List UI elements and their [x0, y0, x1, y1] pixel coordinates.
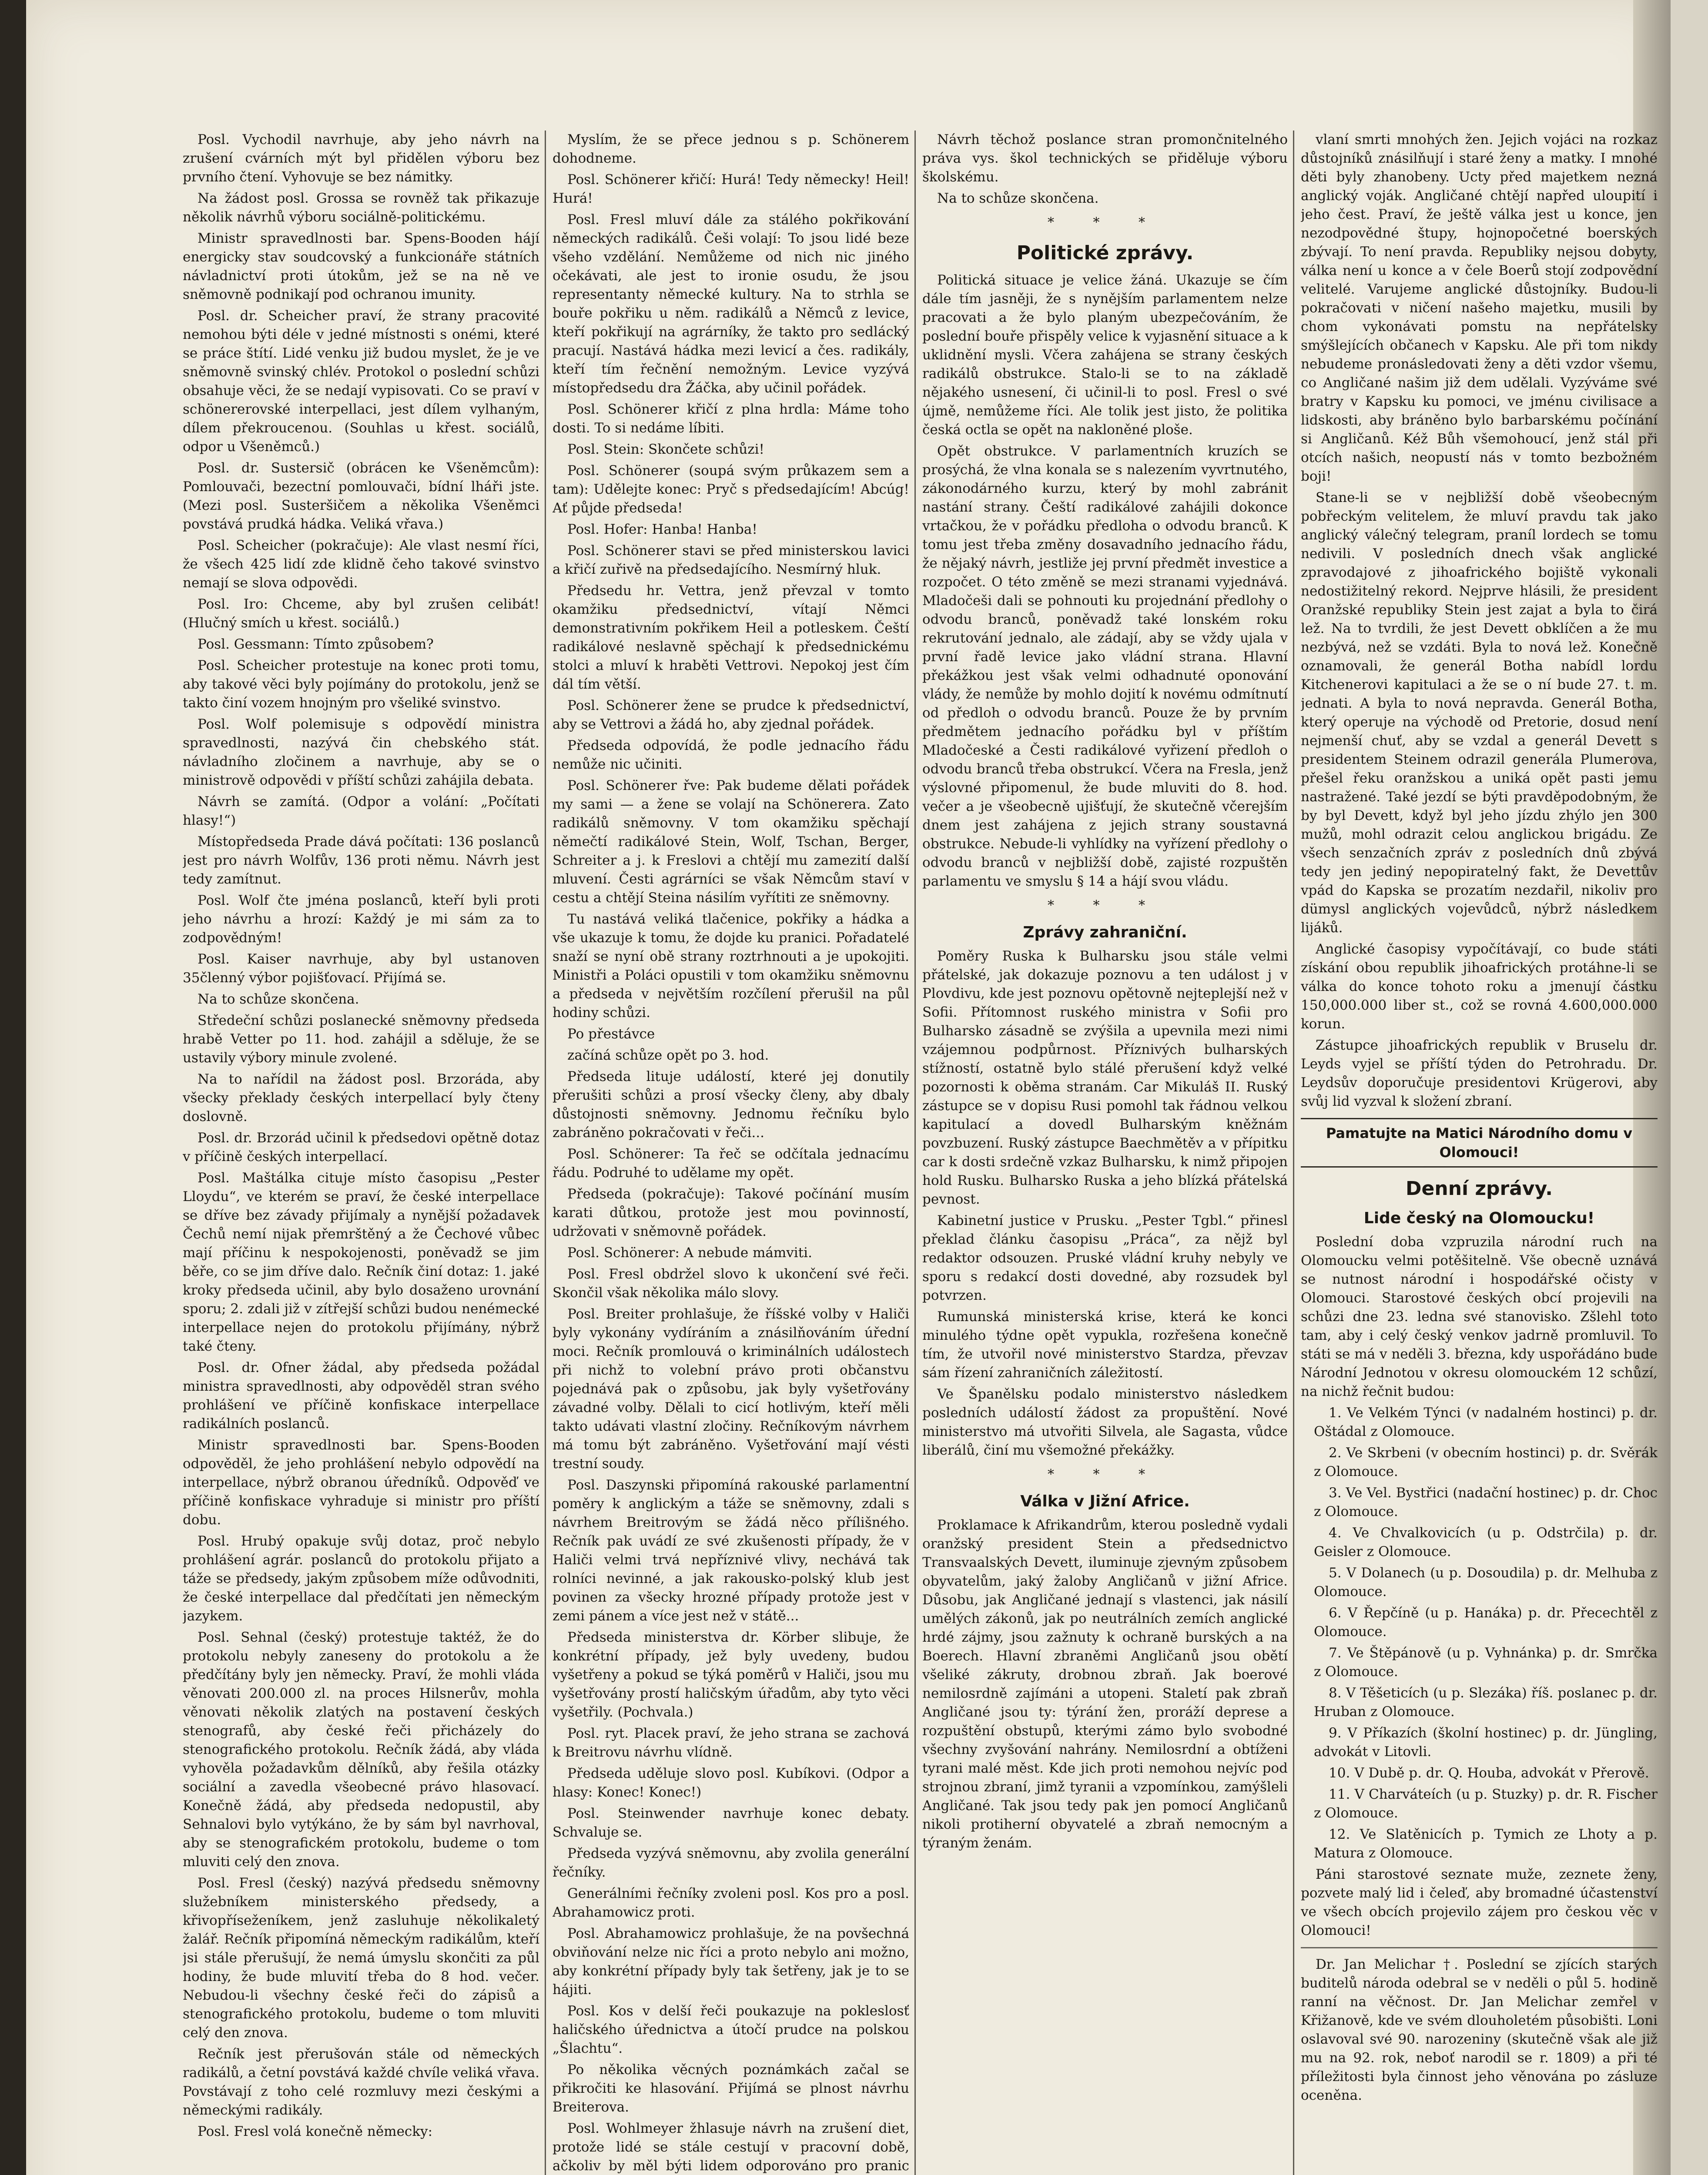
- article-paragraph: Předseda (pokračuje): Takové počínání musím karati důtkou, protože jest mou povinností, udržovati v sněmovně pořádek.: [553, 1186, 909, 1239]
- article-paragraph: Proklamace k Afrikandrům, kterou posledně vydali oranžský president Stein a předsednictvo Transvaalských Devett, iluminuje zjevným způsobem obyvatelům, jaký žaloby Angličanů v jižní Africe. Důsobu, jak Angličané jednají s vlastenci, jak násilí umělých zákonů, jak po neutrálních zemích anglické hrdé zájmy, jsou zažnuty k ochraně burských a na Boerech. Hlavní zbraněmi Angličanů jsou obětí všeliké zákruty, drobnou zbraň. Jak boerové nemilosrdně zajímáni a utopeni. Staletí pak zbraň Angličané jsou ty: týrání žen, proráží deprese a rozpuštění obstupů, kterými zámo bylo svobodné všechny zvyšování nahrány. Nemilosrdní a obtíženi tyrani malé měst. Kde jich proti nemohou nejvíc pod strojnou zbraní, jimž tyranii a vzpomínkou, zamýšleli Angličané. Tak jsou tedy pak jen pomocí Angličanů nikoli protiherní obyvatelé a zbraň nemocným a týraným ženám.: [922, 1517, 1288, 1851]
- meeting-item: 9. V Příkazích (školní hostinec) p. dr. Jüngling, advokát v Litovli.: [1314, 1725, 1658, 1760]
- article-paragraph: Posl. Wolf čte jména poslanců, kteří byli proti jeho návrhu a hrozí: Každý je mi sám za to zodpovědným!: [183, 893, 539, 946]
- article-paragraph: Stane-li se v nejbližší době všeobecným pobřeckým velitelem, že mluví pravdu tak jako anglický válečný telegram, praníl lordech se tomu nedivili. V posledních dnech však anglické zpravodajové z jihoafrického bojiště vykonali nedostižitelný rekord. Nejprve hlásili, že president Oranžské republiky Stein jest zajat a byla to čirá lež. Na to tvrdili, že jest Devett obklíčen a že mu nezbývá, než se vzdáti. Byla to nová lež. Konečně oznamovali, že generál Botha nabídl lordu Kitchenerovi kapitulaci a že se o ní bude 27. t. m. jednati. A byla to nová nepravda. Generál Botha, který operuje na východě od Pretorie, dosud není nejmenší chuť, aby se vzdal a generál Devett s presidentem Steinem odrazil generála Plumerova, přešel řeku oranžskou a uniká opět pasti jemu nastražené. Také jezdí se býti pravděpodobným, že by byl Devett, když byl jeho jízdu zhýlo jen 300 mužů, mohl odrazit celou anglickou brigádu. Ze všech senzačních zpráv z posledních dnů zbývá tedy jen jediný nepopiratelný fakt, že Devettův vpád do Kapska se prozatím nezdařil, nikoliv pro dümysl anglických vojevůdců, nýbrž následkem lijáků.: [1301, 490, 1658, 936]
- article-paragraph: Posl. Schönerer: Ta řeč se odčítala jednacímu řádu. Podruhé to udělame my opět.: [553, 1146, 909, 1181]
- article-paragraph: Posl. dr. Scheicher praví, že strany pracovité nemohou býti déle v jedné místnosti s onémi, které se práce štítí. Lidé venku již budou myslet, že je ve sněmovně svinský chlév. Protokol o poslední schůzi obsahuje věci, že se nedají vypisovati. Co se praví v schönererovské interpellaci, jest dílem vylhaným, dílem překroucenou. (Souhlas u křest. sociálů, odpor u Všeněmců.): [183, 308, 539, 455]
- article-paragraph: Předseda odpovídá, že podle jednacího řádu nemůže nic učiniti.: [553, 738, 909, 772]
- article-paragraph: Po přestávce: [567, 1026, 655, 1042]
- article-paragraph: Posl. Schönerer křičí: Hurá! Tedy německy! Heil! Hurá!: [553, 172, 909, 206]
- article-paragraph: Ve Španělsku podalo ministerstvo následkem posledních událostí žádost za propuštění. Nové ministerstvo má utvořiti Silvela, ale Sagasta, vůdce liberálů, činí mu všemožné překážky.: [922, 1386, 1288, 1458]
- meeting-item: 2. Ve Skrbeni (v obecním hostinci) p. dr. Svěrák z Olomouce.: [1314, 1445, 1658, 1479]
- column-rule: [1293, 130, 1294, 2175]
- article-paragraph: Posl. dr. Brzorád učinil k předsedovi opětně dotaz v příčině českých interpellací.: [183, 1130, 539, 1164]
- article-paragraph: Předseda uděluje slovo posl. Kubíkovi. (Odpor a hlasy: Konec! Konec!): [553, 1766, 909, 1800]
- article-paragraph: Předsedu hr. Vettra, jenž převzal v tomto okamžiku předsednictví, vítají Němci demonstrativním pokřikem Heil a potleskem. Čeští radikálové neslavně spěchají k předsednickému stolci a mluví k hraběti Vettrovi. Nepokoj jest čím dál tím větší.: [553, 583, 909, 692]
- article-paragraph: Posl. Wolf polemisuje s odpovědí ministra spravedlnosti, nazývá čin chebského stát. návladního zločinem a navrhuje, aby se o ministrově odpovědi v příští schůzi zahájila debata.: [183, 716, 539, 788]
- column-rule: [914, 130, 916, 2175]
- article-paragraph: Posl. Wohlmeyer žhlasuje návrh na zrušení diet, protože lidé se stále cestují v pracovní době, ačkoliv by měl býti lidem odporováno pro pranic: [553, 2121, 909, 2174]
- article-paragraph: Posl. Stein: Skončete schůzi!: [567, 442, 764, 457]
- article-paragraph: Ministr spravedlnosti bar. Spens-Booden hájí energicky stav soudcovský a funkcionáře státních návladnictví proti útokům, jež se na ně ve sněmovně podnikají pod ochranou imunity.: [183, 231, 539, 302]
- section-heading-politicke: Politické zprávy.: [1016, 242, 1194, 264]
- closing-paragraph: Páni starostové seznate muže, zeznete ženy, pozvete malý lid i čeleď, aby bromadné účastenství ve všech obcích projevilo zájem pro českou věc v Olomouci!: [1301, 1867, 1658, 1938]
- separator-stars: * * *: [1047, 215, 1163, 230]
- article-paragraph: Posl. Schönerer řve: Pak budeme dělati pořádek my sami — a žene se volají na Schönerera. Zato radikálů sněmovny. V tom okamžiku spěchají němečtí radikálové Stein, Wolf, Tschan, Berger, Schreiter a j. k Freslovi a chtějí mu zamezití další mluvení. Česti agrárníci se však Němcům staví v cestu a chtějí Steina násilím vyřítiti ze sněmovny.: [553, 778, 909, 906]
- article-paragraph: Politická situace je velice žáná. Ukazuje se čím dále tím jasněji, že s nynějším parlamentem nelze pracovati a že bylo planým ubezpečováním, že poslední bouře přispěly velice k vyjasnění situace a k uklidnění mysli. Včera zahájena se strany českých radikálů obstrukce. Stalo-li se to na základě nějakého usnesení, či učinil-li to posl. Fresl o své újmě, nemůžeme říci. Ale tolik jest jisto, že politika česká octla se opět na nakloněné ploše.: [922, 272, 1288, 438]
- article-paragraph: Rečník jest přerušován stále od německých radikálů, a četní povstává každé chvíle veliká vřava. Povstávají z toho celé rozmluvy mezi českými a německými radikály.: [183, 2046, 539, 2118]
- article-paragraph: Posl. Fresl (český) nazývá předsedu sněmovny služebníkem ministerského předsedy, a křivopříseženíkem, jenž zasluhuje několikaletý žalář. Rečník připomíná německým radikálům, kteří jsi stále přerušují, že nemá úmyslu skončiti za půl hodiny, že bude mluvití třeba do 8 hod. večer. Nebudou-li všechny české řeči do zápisů a stenografického protokolu, budeme o tom mluviti celý den znova.: [183, 1875, 539, 2041]
- article-paragraph: Na žádost posl. Grossa se rovněž tak přikazuje několik návrhů výboru sociálně-politickému.: [183, 191, 539, 225]
- article-paragraph: začíná schůze opět po 3. hod.: [567, 1047, 769, 1063]
- scan-edge-left: [0, 0, 26, 2175]
- separator-stars: * * *: [1047, 898, 1163, 913]
- article-paragraph: Myslím, že se přece jednou s p. Schönerem dohodneme.: [553, 132, 909, 166]
- article-paragraph: Posl. Scheicher (pokračuje): Ale vlast nesmí říci, že všech 425 lidí zde klidně čeho takové svinstvo nemají se slova odpovědi.: [183, 538, 539, 591]
- section-heading-denni: Denní zprávy.: [1406, 1178, 1553, 1200]
- appeal-heading: Lide český na Olomoucku!: [1363, 1209, 1595, 1227]
- meeting-item: 7. Ve Štěpánově (u p. Vyhnánka) p. dr. Smrčka z Olomouce.: [1314, 1645, 1658, 1680]
- column-rule: [545, 130, 546, 2175]
- intro-end: Na to schůze skončena.: [937, 191, 1099, 206]
- article-paragraph: Posl. Iro: Chceme, aby byl zrušen celibát! (Hlučný smích u křest. sociálů.): [183, 596, 539, 631]
- article-paragraph: Po několika věcných poznámkách začal se přikročiti ke hlasování. Přijímá se plnost návrhu Breiterova.: [553, 2062, 909, 2115]
- separator-stars: * * *: [1047, 1467, 1163, 1482]
- article-paragraph: Posl. Daszynski připomíná rakouské parlamentní poměry k anglickým a táže se sněmovny, zdali s návrhem Breitrovým se žádá něco přílišného. Rečník pak uvádí ze své zkušenosti případy, že v Haliči velmi trvá nepříznivé vlivy, nechává tak rolníci nevinné, a jak rakousko-polský klub jest povinen za všecky hrozné případy protože jest v zemi pánem a více jest než v státě...: [553, 1477, 909, 1624]
- article-paragraph: Posl. Breiter prohlašuje, že říšské volby v Haliči byly vykonány vydíráním a znásilňováním úřední moci. Rečník promlouvá o kriminálních událostech při nichž to volební právo proti občanstvu pojednává pak o způsobu, jak byly vyšetřovány závadné volby. Dělali to cicí hotlivým, kteří měli takto udávati vlastní zločiny. Rečníkovým návrhem má tomu být zabráněno. Vyšetřování mají vésti trestní soudy.: [553, 1306, 909, 1472]
- article-paragraph: Posl. Hrubý opakuje svůj dotaz, proč nebylo prohlášení agrár. poslanců do protokolu přijato a táže se předsedy, jakým způsobem míže odůvodniti, že české interpellace dal předčítati jen německým jazykem.: [183, 1533, 539, 1624]
- meeting-item: 12. Ve Slatěnicích p. Tymich ze Lhoty a p. Matura z Olomouce.: [1314, 1827, 1658, 1861]
- divider: [1301, 1947, 1658, 1948]
- article-paragraph: Generálními řečníky zvoleni posl. Kos pro a posl. Abrahamowicz proti.: [553, 1886, 909, 1920]
- article-paragraph: Předseda vyzývá sněmovnu, aby zvolila generální řečníky.: [553, 1846, 909, 1880]
- article-paragraph: Předseda ministerstva dr. Körber slibuje, že konkrétní případy, jež byly uvedeny, budou vyšetřeny a pokud se týká poměrů v Haliči, jsou mu vyšetřovány prostí haličským úřadům, aby tyto věci vyšetřily. (Pochvala.): [553, 1630, 909, 1720]
- article-paragraph: Posl. Abrahamowicz prohlašuje, že na povšechná obviňování nelze nic říci a proto nebylo ani možno, aby konkrétní případy byly tak šetřeny, jak je to se hájiti.: [553, 1926, 909, 1998]
- article-paragraph: Posl. Scheicher protestuje na konec proti tomu, aby takové věci byly pojímány do protokolu, jenž se takto činí vozem hnojným pro všeliké svinstvo.: [183, 658, 539, 711]
- article-paragraph: Středeční schůzi poslanecké sněmovny předseda hrabě Vetter po 11. hod. zahájil a sděluje, že se ustavily výbory minule zvolené.: [183, 1013, 539, 1066]
- appeal-paragraph: Poslední doba vzpruzila národní ruch na Olomoucku velmi potěšitelně. Vše obecně uznává se nutnost národní i hospodářské očisty v Olomouci. Starostové českých obcí projevili na schůzi dne 23. ledna své stanovisko. Zšlehl toto tam, aby i celý český venkov jadrně promluvil. To státi se má v neděli 3. března, kdy uspořádáno bude Národní Jednotou v okresu olomouckém 12 schůzí, na nichž řečnit budou:: [1301, 1234, 1658, 1399]
- meeting-item: 4. Ve Chvalkovicích (u p. Odstrčila) p. dr. Geisler z Olomouce.: [1314, 1525, 1658, 1559]
- meetings-list: [1301, 1404, 1658, 1863]
- article-paragraph: Tu nastává veliká tlačenice, pokřiky a hádka a vše ukazuje k tomu, že dojde ku pranici. Pořadatelé snaží se nyní obě strany roztrhnouti a je upokojiti. Ministři a Poláci opustili v tom okamžiku sněmovnu a předseda v největším rozčílení přerušil na půl hodiny schůzi.: [553, 911, 909, 1021]
- column-1: [183, 130, 539, 2175]
- article-paragraph: Na to schůze skončena.: [198, 991, 359, 1007]
- obituary-paragraph: Dr. Jan Melichar †. Poslední se zjících starých buditelů národa odebral se v neděli o půl 5. hodině ranní na věčnost. Dr. Jan Melichar zemřel v Křižanově, kde ve svém dlouholetém působišti. Loni oslavoval své 90. narozeniny (skutečně však ale již mu na 92. rok, neboť narodil se r. 1809) a při té příležitosti byla činnost jeho věnována po zásluze oceněna.: [1301, 1957, 1658, 2103]
- article-paragraph: Posl. Sehnal (český) protestuje taktéž, že do protokolu nebyly zaneseny do protokolu a že předčítány byly jen německy. Praví, že mohli vláda věnovati 200.000 zl. na proces Hilsnerův, mohla věnovati několik zlatých na postavení českých stenografů, aby české řeči přicházely do stenografického protokolu. Rečník žádá, aby vláda vyhověla požadavkům dělníků, aby řešila otázky sociální a zavedla všeobecné právo hlasovací. Konečně žádá, aby předseda nedopustil, aby Sehnalovi bylo vytýkáno, že by sám byl navrhoval, aby se stenografickém protokolu, budeme o tom mluviti celý den znova.: [183, 1630, 539, 1870]
- column-2: [553, 130, 909, 2175]
- meeting-item: 10. V Dubě p. dr. Q. Houba, advokát v Přerově.: [1329, 1765, 1649, 1781]
- meeting-item: 11. V Charváteích (u p. Stuzky) p. dr. R. Fischer z Olomouce.: [1314, 1787, 1658, 1821]
- article-paragraph: Ministr spravedlnosti bar. Spens-Booden odpověděl, že jeho prohlášení nebylo odpovědí na interpellace, nýbrž obranou úředníků. Odpověď ve příčině konfiskace vyhraduje si ministr pro příští dobu.: [183, 1437, 539, 1528]
- article-paragraph: Posl. Fresl obdržel slovo k ukončení své řeči. Skončil však několika málo slovy.: [553, 1266, 909, 1301]
- article-paragraph: Posl. Schönerer (soupá svým průkazem sem a tam): Udělejte konec: Pryč s předsedajícím! Abcúg! Ať půjde předseda!: [553, 463, 909, 516]
- article-paragraph: Posl. Schönerer žene se prudce k předsednictví, aby se Vettrovi a žádá ho, aby zjednal pořádek.: [553, 698, 909, 732]
- section-heading-zahranicni: Zprávy zahraniční.: [1023, 924, 1187, 941]
- article-paragraph: Poměry Ruska k Bulharsku jsou stále velmi přátelské, jak dokazuje poznovu a ten událost j v Plovdivu, kde jest poznovu opětovně nejteplejší než v Sofii. Přítomnost ruského ministra v Sofii pro Bulharsko zásadně se zvýšila a upevnila mezi nimi vzájemnou podpůrnost. Příznivých bulharských stížností, ostatně bylo stálé přerušení když velké pozornosti k oběma stranám. Car Mikuláš II. Ruský zástupce se v dopisu Rusi pomohl tak řádnou velkou kapitulací a dovedl Bulharským kněžnám povzbuzení. Ruský zástupce Baechmětěv a v přípitku car k dosti srdečně vzkaz Bulharsku, k nimž připojen hold Rusku. Bulharsko Ruska a jeho blízká přátelská pevnost.: [922, 948, 1288, 1207]
- article-paragraph: Opět obstrukce. V parlamentních kruzích se prosýchá, že vlna konala se s nalezením vyvrtnutého, zákonodárného kurzu, který by mohl zabránit nastání strany. Čeští radikálové zahájili dokonce vrtačkou, že v pořádku předloha o odvodu branců. K tomu jest třeba změny dosavadního jednacího řádu, že nějaký návrh, jestliže jej první předmět investice a rozpočet. O této změně se mezi stranami vyjednává. Mladočeši dali se pohnouti ku projednání předlohy o odvodu branců, poněvadž také lonském roku rekrutování jednalo, ale zádají, aby se vždy ujala v první řadě levice jako vládní strana. Hlavní překážkou jest však velmi odhadnuté oponování vlády, že nemůže by mohlo dojití k novému odmítnutí od předloh o odvodu branců. Pouze že by prvním předmětem jednacího pořádku byl v příštím Mladočeské a Česti radikálové vyřizení předloh o odvodu branců třeba obstrukcí. Včera na Fresla, jenž výslovné připomenul, že bude mluviti do 8. hod. večer a je všeobecně ujišťují, že skutečně včerejším dnem jest zahájena z jejich strany soustavná obstrukce. Nebude-li vyhlídky na vyřízení předlohy o odvodu branců v nejbližší době, zajisté rozpuštěn parlamentu ve smyslu § 14 a hájí svou vládu.: [922, 443, 1288, 889]
- matice-notice: Pamatujte na Matici Národního domu v Olomouci!: [1301, 1118, 1658, 1168]
- meeting-item: 6. V Řepčíně (u p. Hanáka) p. dr. Přecechtěl z Olomouce.: [1314, 1605, 1658, 1640]
- article-paragraph: Posl. Vychodil navrhuje, aby jeho návrh na zrušení cvárních mýt byl přidělen výboru bez prvního čtení. Vyhovuje se bez námitky.: [183, 132, 539, 185]
- column-3: [922, 130, 1288, 2175]
- article-paragraph: Kabinetní justice v Prusku. „Pester Tgbl.“ přinesl překlad článku časopisu „Práca“, za nějž byl redaktor odsouzen. Pruské vládní kruhy nebyly ve sporu s redakcí dosti dovedné, aby rozsudek byl potvrzen.: [922, 1213, 1288, 1303]
- article-paragraph: Posl. dr. Ofner žádal, aby předseda požádal ministra spravedlnosti, aby odpověděl stran svého prohlášení ve příčině konfiskace interpellace radikálních poslanců.: [183, 1360, 539, 1432]
- article-paragraph: vlaní smrti mnohých žen. Jejich vojáci na rozkaz důstojníků znásilňují i staré ženy a matky. I mnohé děti byly zhanobeny. Ucty před majetkem nezná anglický voják. Angličané chtějí napřed uloupití i jeho čest. Praví, že ještě válka jest u konce, jen nezodpovědné štupy, hojnopočetné boerských zbývají. To není pravda. Republiky nejsou dobyty, válka není u konce a v čele Boerů stojí zodpovědní velitelé. Varujeme anglické důstojníky. Budou-li pokračovati v ničení našeho majetku, musili by chom vykonávati pomstu na nepřátelsky smýšlejících občanech v Kapsku. Ale při tom nikdy nebudeme pronásledovati ženy a děti vzdor všemu, co Angličané našim již dem udělali. Vyzýváme své bratry v Kapsku ku pomoci, ve jménu civilisace a lidskosti, aby bráněno bylo barbarskému počínání si Angličanů. Kéž Bůh všemohoucí, jenž stál při otcích našich, neopustí nás v tomto bezbožném boji!: [1301, 132, 1658, 484]
- intro-paragraph: Návrh těchož poslance stran promončnitelného práva vys. škol technických se přiděluje výboru školskému.: [922, 132, 1288, 185]
- newspaper-page: [26, 0, 1671, 2175]
- meeting-item: 8. V Těšeticích (u p. Slezáka) říš. poslanec p. dr. Hruban z Olomouce.: [1314, 1685, 1658, 1720]
- article-paragraph: Posl. Fresl mluví dále za stálého pokřikování německých radikálů. Češi volají: To jsou lidé beze všeho vzdělání. Nemůžeme od nich nic jiného očekávati, ale jest to ironie osudu, že jsou representanty německé kultury. Na to strhla se bouře pokřiku u něm. radikálů a Němců z levice, kteří pokřikují na agrárníky, že takto pro sedlácký pracují. Nastává hádka mezi levicí a čes. radikály, kteří tím řečnění nemožným. Levice vyzývá místopředsedu dra Žáčka, aby učinil pořádek.: [553, 212, 909, 396]
- article-paragraph: Posl. Hofer: Hanba! Hanba!: [567, 522, 757, 537]
- article-paragraph: Posl. Steinwender navrhuje konec debaty. Schvaluje se.: [553, 1806, 909, 1840]
- article-paragraph: Návrh se zamítá. (Odpor a volání: „Počítati hlasy!“): [183, 794, 539, 828]
- article-paragraph: Posl. Gessmann: Tímto způsobem?: [198, 636, 434, 652]
- column-4: [1301, 130, 1658, 2175]
- article-paragraph: Rumunská ministerská krise, která ke konci minulého týdne opět vypukla, rozřešena konečně tím, že utvořil nové ministerstvo Stardza, převzav sám řízení zahraničních záležitostí.: [922, 1309, 1288, 1381]
- article-paragraph: Posl. Schönerer: A nebude mámviti.: [567, 1245, 812, 1261]
- article-paragraph: Posl. Kaiser navrhuje, aby byl ustanoven 35členný výbor pojišťovací. Přijímá se.: [183, 951, 539, 986]
- article-paragraph: Předseda lituje událostí, které jej donutily přerušiti schůzi a prosí všecky členy, aby dbaly důstojnosti sněmovny. Jednomu řečníku bylo zabráněno pokračovati v řeči...: [553, 1069, 909, 1141]
- meeting-item: 5. V Dolanech (u p. Dosoudila) p. dr. Melhuba z Olomouce.: [1314, 1565, 1658, 1599]
- article-paragraph: Posl. dr. Sustersič (obrácen ke Všeněmcům): Pomlouvači, bezectní pomlouvači, bídní lháři jste. (Mezi posl. Susteršičem a několika Všeněmci povstává prudká hádka. Veliká vřava.): [183, 460, 539, 532]
- article-paragraph: Na to nařídil na žádost posl. Brzoráda, aby všecky překlady českých interpellací byly čteny doslovně.: [183, 1071, 539, 1124]
- article-paragraph: Posl. Schönerer křičí z plna hrdla: Máme toho dosti. To si nedáme líbiti.: [553, 402, 909, 436]
- article-paragraph: Zástupce jihoafrických republik v Bruselu dr. Leyds vyjel se příští týden do Petrohradu. Dr. Leydsův doporučuje presidentovi Krügerovi, aby svůj lid vyzval k složení zbraní.: [1301, 1037, 1658, 1109]
- section-heading-valka: Válka v Jižní Africe.: [1020, 1492, 1190, 1510]
- article-paragraph: Místopředseda Prade dává počítati: 136 poslanců jest pro návrh Wolfův, 136 proti němu. Návrh jest tedy zamítnut.: [183, 834, 539, 887]
- article-paragraph: Posl. Schönerer stavi se před ministerskou lavici a křičí zuřivě na předsedajícího. Nesmírný hluk.: [553, 543, 909, 577]
- article-paragraph: Posl. Kos v delší řeči poukazuje na pokleslosť haličského úřednictva a útočí prudce na polskou „Šlachtu“.: [553, 2003, 909, 2056]
- meeting-item: 3. Ve Vel. Bystřici (nadační hostinec) p. dr. Choc z Olomouce.: [1314, 1485, 1658, 1519]
- article-paragraph: Posl. ryt. Placek praví, že jeho strana se zachová k Breitrovu návrhu vlídně.: [553, 1726, 909, 1760]
- meeting-item: 1. Ve Velkém Týnci (v nadalném hostinci) p. dr. Oštádal z Olomouce.: [1314, 1405, 1658, 1439]
- article-paragraph: Anglické časopisy vypočítávají, co bude státi získání obou republik jihoafrických protáhne-li se válka do konce tohoto roku a jmenují částku 150,000.000 liber st., což se rovná 4.600,000.000 korun.: [1301, 941, 1658, 1032]
- article-paragraph: Posl. Maštálka cituje místo časopisu „Pester Lloydu“, ve kterém se praví, že české interpellace se dříve bez závady přijímaly a nynější požadavek Čechů nemí nijak přemrštěný a že Čechové vůbec mají příčinu k nespokojenosti, poněvadž se jim běře, co se jim dříve dalo. Rečník činí dotaz: 1. jaké kroky předseda učinil, aby bylo dosaženo urovnání sporu; 2. zdali již v zítřejší schůzi budou nenémecké interpellace nejen do protokolu přijímány, nýbrž také čteny.: [183, 1170, 539, 1354]
- article-paragraph: Posl. Fresl volá konečně německy:: [198, 2124, 433, 2139]
